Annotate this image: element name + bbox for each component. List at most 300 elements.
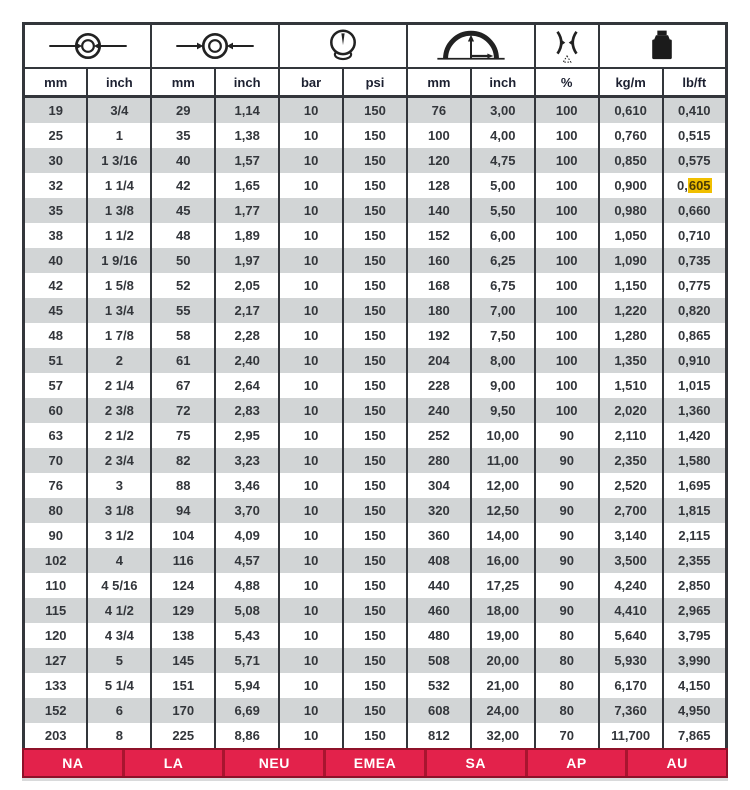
table-row xyxy=(24,148,727,173)
table-cell: 440 xyxy=(407,573,471,598)
table-cell: 100 xyxy=(535,173,599,198)
table-cell: 228 xyxy=(407,373,471,398)
table-cell: 1 xyxy=(87,123,151,148)
table-cell: 5,50 xyxy=(471,198,535,223)
table-cell: 57 xyxy=(24,373,88,398)
table-cell: 5,43 xyxy=(215,623,279,648)
table-row xyxy=(24,298,727,323)
table-cell: 3,70 xyxy=(215,498,279,523)
table-cell: 8 xyxy=(87,723,151,750)
table-cell: 508 xyxy=(407,648,471,673)
table-cell: 10 xyxy=(279,598,343,623)
table-cell: 150 xyxy=(343,673,407,698)
region-cell: SA xyxy=(424,750,525,776)
table-cell: 9,50 xyxy=(471,398,535,423)
bend-radius-icon xyxy=(407,24,535,69)
table-cell: 55 xyxy=(151,298,215,323)
table-cell: 24,00 xyxy=(471,698,535,723)
table-row xyxy=(24,97,727,124)
table-cell: 120 xyxy=(407,148,471,173)
table-cell: 50 xyxy=(151,248,215,273)
table-cell: 0,865 xyxy=(663,323,727,348)
table-cell: 30 xyxy=(24,148,88,173)
table-cell: 203 xyxy=(24,723,88,750)
table-row xyxy=(24,548,727,573)
table-cell: 2 xyxy=(87,348,151,373)
table-cell: 608 xyxy=(407,698,471,723)
table-cell: 150 xyxy=(343,523,407,548)
table-cell: 10 xyxy=(279,323,343,348)
outer-diameter-icon xyxy=(151,24,279,69)
table-cell: 10 xyxy=(279,548,343,573)
vacuum-icon xyxy=(535,24,599,69)
table-cell: 10 xyxy=(279,148,343,173)
table-cell: 8,00 xyxy=(471,348,535,373)
table-cell: 10 xyxy=(279,398,343,423)
table-cell: 133 xyxy=(24,673,88,698)
table-cell: 0,850 xyxy=(599,148,663,173)
table-row xyxy=(24,223,727,248)
table-cell: 80 xyxy=(24,498,88,523)
table-cell: 2,700 xyxy=(599,498,663,523)
region-cell: AU xyxy=(625,750,726,776)
table-cell: 1 1/4 xyxy=(87,173,151,198)
table-cell: 180 xyxy=(407,298,471,323)
table-cell: 90 xyxy=(535,448,599,473)
table-cell: 2,115 xyxy=(663,523,727,548)
table-cell: 1,815 xyxy=(663,498,727,523)
table-cell: 45 xyxy=(151,198,215,223)
table-cell: 4 3/4 xyxy=(87,623,151,648)
table-cell: 5,640 xyxy=(599,623,663,648)
table-cell: 0,660 xyxy=(663,198,727,223)
table-cell: 10 xyxy=(279,448,343,473)
table-cell: 12,50 xyxy=(471,498,535,523)
table-cell: 1 3/8 xyxy=(87,198,151,223)
table-cell: 2 3/4 xyxy=(87,448,151,473)
table-cell: 1,090 xyxy=(599,248,663,273)
units-row xyxy=(24,68,727,97)
table-cell: 10 xyxy=(279,223,343,248)
table-cell: 3 xyxy=(87,473,151,498)
table-cell: 14,00 xyxy=(471,523,535,548)
table-cell: 150 xyxy=(343,648,407,673)
table-cell: 10 xyxy=(279,248,343,273)
table-cell: 48 xyxy=(151,223,215,248)
table-cell: 3,500 xyxy=(599,548,663,573)
table-cell: 7,865 xyxy=(663,723,727,750)
table-cell: 4,09 xyxy=(215,523,279,548)
table-cell: 6,69 xyxy=(215,698,279,723)
table-cell: 100 xyxy=(535,223,599,248)
region-cell: LA xyxy=(122,750,223,776)
table-cell: 4,00 xyxy=(471,123,535,148)
table-row xyxy=(24,248,727,273)
spec-table xyxy=(22,22,728,751)
unit-header: mm xyxy=(24,68,88,97)
table-cell: 128 xyxy=(407,173,471,198)
table-row xyxy=(24,698,727,723)
table-cell: 460 xyxy=(407,598,471,623)
table-cell: 16,00 xyxy=(471,548,535,573)
table-cell: 480 xyxy=(407,623,471,648)
region-cell: AP xyxy=(525,750,626,776)
table-cell: 150 xyxy=(343,123,407,148)
table-cell: 10 xyxy=(279,298,343,323)
table-cell: 90 xyxy=(24,523,88,548)
table-cell: 100 xyxy=(407,123,471,148)
table-cell: 32 xyxy=(24,173,88,198)
table-cell: 0,900 xyxy=(599,173,663,198)
table-cell: 150 xyxy=(343,623,407,648)
table-cell: 2,850 xyxy=(663,573,727,598)
table-cell: 160 xyxy=(407,248,471,273)
table-cell: 150 xyxy=(343,473,407,498)
table-row xyxy=(24,523,727,548)
region-cell: NA xyxy=(62,755,84,771)
table-cell: 10 xyxy=(279,648,343,673)
table-row xyxy=(24,273,727,298)
table-cell: 80 xyxy=(535,698,599,723)
table-cell: 2,83 xyxy=(215,398,279,423)
table-cell: 10 xyxy=(279,97,343,124)
unit-header: inch xyxy=(215,68,279,97)
table-cell: 4,75 xyxy=(471,148,535,173)
table-cell: 1 5/8 xyxy=(87,273,151,298)
table-cell: 80 xyxy=(535,623,599,648)
table-cell: 3 1/8 xyxy=(87,498,151,523)
table-cell: 304 xyxy=(407,473,471,498)
table-cell: 21,00 xyxy=(471,673,535,698)
table-cell: 100 xyxy=(535,248,599,273)
table-cell: 11,700 xyxy=(599,723,663,750)
table-cell: 100 xyxy=(535,398,599,423)
table-cell: 150 xyxy=(343,223,407,248)
table-body xyxy=(24,97,727,750)
table-cell: 2,64 xyxy=(215,373,279,398)
table-cell: 4,57 xyxy=(215,548,279,573)
table-cell: 3,140 xyxy=(599,523,663,548)
table-cell: 2,17 xyxy=(215,298,279,323)
table-cell: 11,00 xyxy=(471,448,535,473)
table-cell: 5 1/4 xyxy=(87,673,151,698)
table-cell: 0,610 xyxy=(599,97,663,124)
table-cell: 0,710 xyxy=(663,223,727,248)
table-cell: 100 xyxy=(535,298,599,323)
table-cell: 0,980 xyxy=(599,198,663,223)
table-cell: 408 xyxy=(407,548,471,573)
table-cell: 1 3/16 xyxy=(87,148,151,173)
table-cell: 90 xyxy=(535,548,599,573)
inner-diameter-icon xyxy=(24,24,152,69)
table-cell: 150 xyxy=(343,448,407,473)
table-cell: 35 xyxy=(24,198,88,223)
table-cell: 100 xyxy=(535,123,599,148)
pressure-gauge-icon xyxy=(279,24,407,69)
table-cell: 1,89 xyxy=(215,223,279,248)
table-cell: 124 xyxy=(151,573,215,598)
table-cell: 72 xyxy=(151,398,215,423)
table-cell: 150 xyxy=(343,298,407,323)
unit-header: inch xyxy=(471,68,535,97)
table-row xyxy=(24,473,727,498)
table-cell: 0,410 xyxy=(663,97,727,124)
table-cell: 80 xyxy=(535,648,599,673)
table-cell: 1 7/8 xyxy=(87,323,151,348)
table-row xyxy=(24,423,727,448)
table-cell: 25 xyxy=(24,123,88,148)
table-cell: 320 xyxy=(407,498,471,523)
table-cell: 2 3/8 xyxy=(87,398,151,423)
table-cell: 115 xyxy=(24,598,88,623)
table-cell: 4 5/16 xyxy=(87,573,151,598)
table-cell: 42 xyxy=(151,173,215,198)
unit-header: bar xyxy=(279,68,343,97)
table-cell: 252 xyxy=(407,423,471,448)
table-cell: 100 xyxy=(535,198,599,223)
table-cell: 10 xyxy=(279,473,343,498)
table-cell: 0,820 xyxy=(663,298,727,323)
table-cell: 4,240 xyxy=(599,573,663,598)
table-cell: 168 xyxy=(407,273,471,298)
table-cell: 150 xyxy=(343,373,407,398)
table-cell: 150 xyxy=(343,698,407,723)
table-cell: 10 xyxy=(279,673,343,698)
table-cell: 129 xyxy=(151,598,215,623)
table-row xyxy=(24,623,727,648)
table-cell: 10 xyxy=(279,273,343,298)
table-cell: 70 xyxy=(24,448,88,473)
table-cell: 1,510 xyxy=(599,373,663,398)
table-cell: 100 xyxy=(535,97,599,124)
table-cell: 150 xyxy=(343,148,407,173)
table-cell: 8,86 xyxy=(215,723,279,750)
table-row xyxy=(24,373,727,398)
table-cell: 42 xyxy=(24,273,88,298)
table-cell: 2,95 xyxy=(215,423,279,448)
table-row xyxy=(24,598,727,623)
icon-header-row xyxy=(24,24,727,69)
table-cell: 1,695 xyxy=(663,473,727,498)
table-cell: 2,965 xyxy=(663,598,727,623)
table-cell: 10 xyxy=(279,573,343,598)
table-cell: 812 xyxy=(407,723,471,750)
table-cell: 1,580 xyxy=(663,448,727,473)
table-cell: 10 xyxy=(279,498,343,523)
table-cell: 3/4 xyxy=(87,97,151,124)
table-cell: 90 xyxy=(535,523,599,548)
table-cell: 2,355 xyxy=(663,548,727,573)
table-cell: 280 xyxy=(407,448,471,473)
table-cell: 10 xyxy=(279,348,343,373)
table-row xyxy=(24,348,727,373)
table-cell: 1,97 xyxy=(215,248,279,273)
table-cell: 150 xyxy=(343,173,407,198)
weight-icon xyxy=(599,24,727,69)
table-cell: 532 xyxy=(407,673,471,698)
table-cell: 60 xyxy=(24,398,88,423)
table-cell: 4,88 xyxy=(215,573,279,598)
table-cell: 1,14 xyxy=(215,97,279,124)
region-cell: EMEA xyxy=(323,750,424,776)
table-cell: 110 xyxy=(24,573,88,598)
table-cell: 225 xyxy=(151,723,215,750)
table-cell: 1,050 xyxy=(599,223,663,248)
table-row xyxy=(24,573,727,598)
table-cell: 5,930 xyxy=(599,648,663,673)
table-cell: 4 xyxy=(87,548,151,573)
table-cell: 1 3/4 xyxy=(87,298,151,323)
table-row xyxy=(24,723,727,750)
table-cell: 1,360 xyxy=(663,398,727,423)
table-cell: 90 xyxy=(535,423,599,448)
unit-header: mm xyxy=(407,68,471,97)
table-cell: 4,950 xyxy=(663,698,727,723)
table-cell: 3,795 xyxy=(663,623,727,648)
table-cell: 100 xyxy=(535,148,599,173)
table-cell: 150 xyxy=(343,723,407,750)
table-cell: 150 xyxy=(343,398,407,423)
table-cell: 40 xyxy=(151,148,215,173)
table-row xyxy=(24,673,727,698)
unit-header: % xyxy=(535,68,599,97)
table-cell: 120 xyxy=(24,623,88,648)
table-cell: 6 xyxy=(87,698,151,723)
table-cell: 152 xyxy=(407,223,471,248)
table-cell: 204 xyxy=(407,348,471,373)
table-cell: 6,75 xyxy=(471,273,535,298)
table-cell: 52 xyxy=(151,273,215,298)
table-cell: 9,00 xyxy=(471,373,535,398)
table-cell: 35 xyxy=(151,123,215,148)
unit-header: mm xyxy=(151,68,215,97)
table-cell: 40 xyxy=(24,248,88,273)
table-cell: 1,420 xyxy=(663,423,727,448)
table-cell: 0,775 xyxy=(663,273,727,298)
table-cell: 4,410 xyxy=(599,598,663,623)
table-cell: 90 xyxy=(535,573,599,598)
table-cell: 150 xyxy=(343,198,407,223)
table-cell: 0,515 xyxy=(663,123,727,148)
table-row xyxy=(24,323,727,348)
table-cell: 152 xyxy=(24,698,88,723)
table-cell: 3,23 xyxy=(215,448,279,473)
table-cell: 76 xyxy=(24,473,88,498)
table-cell: 10 xyxy=(279,723,343,750)
table-row xyxy=(24,198,727,223)
table-cell: 29 xyxy=(151,97,215,124)
table-cell: 45 xyxy=(24,298,88,323)
table-cell: 58 xyxy=(151,323,215,348)
table-cell: 5 xyxy=(87,648,151,673)
table-cell: 2,350 xyxy=(599,448,663,473)
table-cell: 100 xyxy=(535,323,599,348)
table-cell: 17,25 xyxy=(471,573,535,598)
table-cell: 0,910 xyxy=(663,348,727,373)
table-cell: 10 xyxy=(279,623,343,648)
table-cell: 63 xyxy=(24,423,88,448)
table-cell: 6,00 xyxy=(471,223,535,248)
table-row xyxy=(24,648,727,673)
table-cell: 150 xyxy=(343,598,407,623)
table-cell: 127 xyxy=(24,648,88,673)
table-cell: 51 xyxy=(24,348,88,373)
table-cell: 7,360 xyxy=(599,698,663,723)
table-cell: 150 xyxy=(343,97,407,124)
table-cell: 104 xyxy=(151,523,215,548)
cell-prefix: 0, xyxy=(677,178,688,193)
table-cell: 0,760 xyxy=(599,123,663,148)
table-cell: 19 xyxy=(24,97,88,124)
table-cell: 10 xyxy=(279,373,343,398)
table-cell: 7,50 xyxy=(471,323,535,348)
unit-header: lb/ft xyxy=(663,68,727,97)
unit-header: kg/m xyxy=(599,68,663,97)
table-cell: 20,00 xyxy=(471,648,535,673)
table-cell: 2 1/4 xyxy=(87,373,151,398)
table-row xyxy=(24,498,727,523)
table-cell: 5,94 xyxy=(215,673,279,698)
table-cell: 1,150 xyxy=(599,273,663,298)
table-cell: 2,40 xyxy=(215,348,279,373)
table-cell: 102 xyxy=(24,548,88,573)
region-cell: NEU xyxy=(222,750,323,776)
table-cell: 2,020 xyxy=(599,398,663,423)
highlighted-text: 605 xyxy=(688,178,711,193)
table-cell: 100 xyxy=(535,373,599,398)
table-cell: 32,00 xyxy=(471,723,535,750)
table-cell: 2,110 xyxy=(599,423,663,448)
table-cell: 3,46 xyxy=(215,473,279,498)
table-cell: 12,00 xyxy=(471,473,535,498)
table-cell: 94 xyxy=(151,498,215,523)
table-cell: 1,015 xyxy=(663,373,727,398)
table-cell: 10 xyxy=(279,198,343,223)
table-cell: 2,05 xyxy=(215,273,279,298)
table-cell: 18,00 xyxy=(471,598,535,623)
table-cell: 82 xyxy=(151,448,215,473)
table-cell: 1,38 xyxy=(215,123,279,148)
table-cell: 150 xyxy=(343,498,407,523)
table-cell: 90 xyxy=(535,598,599,623)
table-cell: 6,170 xyxy=(599,673,663,698)
table-cell: 10 xyxy=(279,173,343,198)
table-cell: 1 9/16 xyxy=(87,248,151,273)
table-cell: 3,990 xyxy=(663,648,727,673)
table-cell: 38 xyxy=(24,223,88,248)
table-cell: 116 xyxy=(151,548,215,573)
regions-bar xyxy=(22,748,728,778)
table-cell: 80 xyxy=(535,673,599,698)
table-cell: 5,08 xyxy=(215,598,279,623)
table-cell: 90 xyxy=(535,498,599,523)
table-cell: 150 xyxy=(343,573,407,598)
table-cell: 150 xyxy=(343,248,407,273)
table-cell: 10 xyxy=(279,698,343,723)
table-cell: 192 xyxy=(407,323,471,348)
table-row xyxy=(24,123,727,148)
table-row xyxy=(24,173,727,198)
table-cell: 150 xyxy=(343,323,407,348)
table-cell: 100 xyxy=(535,348,599,373)
table-row xyxy=(24,398,727,423)
table-cell: 1 1/2 xyxy=(87,223,151,248)
table-cell: 70 xyxy=(535,723,599,750)
table-cell: 4,150 xyxy=(663,673,727,698)
table-cell: 1,65 xyxy=(215,173,279,198)
table-cell: 170 xyxy=(151,698,215,723)
table-cell: 5,71 xyxy=(215,648,279,673)
